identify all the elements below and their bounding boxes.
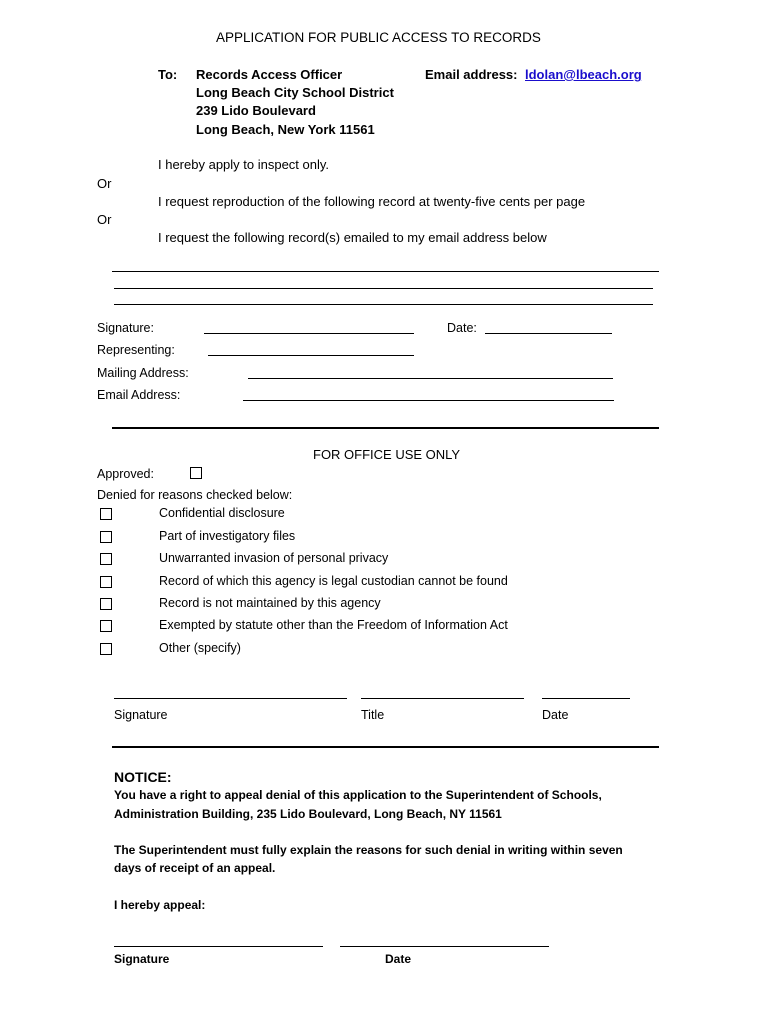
reason-checkbox-1[interactable] xyxy=(100,508,112,520)
office-title-label: Title xyxy=(361,708,385,722)
signature-label: Signature: xyxy=(97,321,154,335)
notice-line-1: You have a right to appeal denial of this application to the Superintendent of Schools, xyxy=(114,788,602,802)
date-label: Date: xyxy=(447,321,477,335)
reason-checkbox-5[interactable] xyxy=(100,598,112,610)
approved-checkbox[interactable] xyxy=(190,467,202,479)
record-line-2[interactable] xyxy=(114,288,653,289)
date-field[interactable] xyxy=(485,333,612,334)
reason-label-4: Record of which this agency is legal custodian cannot be found xyxy=(159,574,508,588)
email-address-label: Email address: xyxy=(425,67,518,82)
notice-line-3: The Superintendent must fully explain the reasons for such denial in writing within seven xyxy=(114,843,623,857)
email-link[interactable]: ldolan@lbeach.org xyxy=(525,67,642,82)
office-date-label: Date xyxy=(542,708,569,722)
reason-label-6: Exempted by statute other than the Freedom of Information Act xyxy=(159,618,508,632)
to-label: To: xyxy=(158,67,178,82)
approved-label: Approved: xyxy=(97,467,154,481)
page-title: APPLICATION FOR PUBLIC ACCESS TO RECORDS xyxy=(216,30,541,45)
or-separator-1: Or xyxy=(97,176,112,191)
section-divider-2 xyxy=(112,746,659,748)
representing-label: Representing: xyxy=(97,343,175,357)
appeal-signature-label: Signature xyxy=(114,952,170,966)
signature-field[interactable] xyxy=(204,333,414,334)
office-date-field[interactable] xyxy=(542,698,630,699)
reason-label-3: Unwarranted invasion of personal privacy xyxy=(159,551,389,565)
notice-heading: NOTICE: xyxy=(114,769,172,785)
notice-line-4: days of receipt of an appeal. xyxy=(114,861,276,875)
reason-label-7: Other (specify) xyxy=(159,641,241,655)
reason-checkbox-2[interactable] xyxy=(100,531,112,543)
reason-checkbox-4[interactable] xyxy=(100,576,112,588)
mailing-address-field[interactable] xyxy=(248,378,613,379)
to-line-4: Long Beach, New York 11561 xyxy=(196,122,375,137)
notice-line-2: Administration Building, 235 Lido Boulevard, Long Beach, NY 11561 xyxy=(114,807,502,821)
or-separator-2: Or xyxy=(97,212,112,227)
reason-label-1: Confidential disclosure xyxy=(159,506,285,520)
to-line-2: Long Beach City School District xyxy=(196,85,394,100)
appeal-signature-field[interactable] xyxy=(114,946,323,947)
office-title-field[interactable] xyxy=(361,698,524,699)
to-line-1: Records Access Officer xyxy=(196,67,343,82)
office-signature-label: Signature xyxy=(114,708,168,722)
representing-field[interactable] xyxy=(208,355,414,356)
appeal-date-label: Date xyxy=(385,952,412,966)
denied-label: Denied for reasons checked below: xyxy=(97,488,293,502)
reason-checkbox-3[interactable] xyxy=(100,553,112,565)
mailing-address-label: Mailing Address: xyxy=(97,366,189,380)
reason-label-2: Part of investigatory files xyxy=(159,529,296,543)
reason-label-5: Record is not maintained by this agency xyxy=(159,596,381,610)
record-line-1[interactable] xyxy=(112,271,659,272)
to-line-3: 239 Lido Boulevard xyxy=(196,103,316,118)
reason-checkbox-7[interactable] xyxy=(100,643,112,655)
emailed-option: I request the following record(s) emailed to my email address below xyxy=(158,230,547,245)
reproduction-option: I request reproduction of the following record at twenty-five cents per page xyxy=(158,194,586,209)
appeal-date-field[interactable] xyxy=(340,946,549,947)
inspect-option: I hereby apply to inspect only. xyxy=(158,157,330,172)
section-divider-1 xyxy=(112,427,659,429)
applicant-email-label: Email Address: xyxy=(97,388,181,402)
office-signature-field[interactable] xyxy=(114,698,347,699)
record-line-3[interactable] xyxy=(114,304,653,305)
reason-checkbox-6[interactable] xyxy=(100,620,112,632)
applicant-email-field[interactable] xyxy=(243,400,614,401)
appeal-label: I hereby appeal: xyxy=(114,898,206,912)
office-use-heading: FOR OFFICE USE ONLY xyxy=(313,447,461,462)
